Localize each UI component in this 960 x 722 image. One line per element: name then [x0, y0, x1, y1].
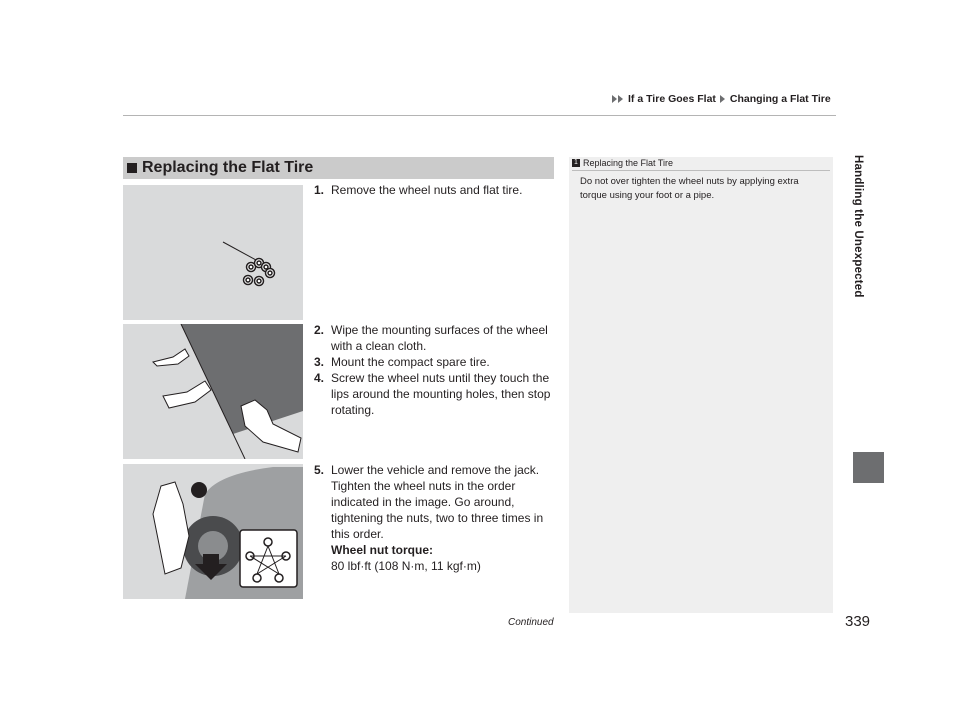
breadcrumb — [612, 93, 831, 105]
square-bullet-icon — [127, 163, 137, 173]
note-body: Do not over tighten the wheel nuts by applying extra torque using your foot or a pipe. — [580, 176, 799, 201]
chapter-tab-label[interactable]: Handling the Unexpected — [852, 155, 864, 298]
note-title[interactable] — [572, 158, 673, 168]
chapter-tab-marker — [853, 452, 884, 483]
section-title: Replacing the Flat Tire — [142, 159, 314, 176]
step-2: 2. Wipe the mounting surfaces of the wheel with a clean cloth. — [314, 323, 548, 353]
step-1: 1. Remove the wheel nuts and flat tire. — [314, 183, 523, 197]
arrow-right-icon — [612, 95, 617, 103]
page-number: 339 — [845, 613, 871, 630]
torque-value: 80 lbf·ft (108 N·m, 11 kgf·m) — [331, 559, 481, 573]
breadcrumb-item[interactable]: If a Tire Goes Flat — [628, 93, 716, 105]
wipe-surfaces-illustration — [123, 324, 303, 459]
breadcrumb-item[interactable]: Changing a Flat Tire — [729, 93, 831, 105]
arrow-right-icon — [618, 95, 623, 103]
step-4: 4. Screw the wheel nuts until they touch the lips around the mounting holes, then stop rotating. — [314, 371, 551, 417]
arrow-right-icon — [720, 95, 725, 103]
note-panel — [569, 157, 833, 613]
continued-label: Continued — [508, 617, 554, 628]
note-divider — [572, 170, 830, 171]
header-divider — [123, 115, 836, 116]
step-5: 5. Lower the vehicle and remove the jack. Tighten the wheel nuts in the order indicated in the image. Go around, tightening the nuts, two to three times in this order. Wheel nut torque: 80 lbf·ft (108 N·m, 11 kgf·m) — [314, 462, 554, 574]
note-title-text: Replacing the Flat Tire — [583, 158, 674, 168]
tighten-nuts-illustration — [123, 464, 303, 599]
section-header — [123, 157, 554, 179]
wheel-nuts-illustration — [123, 185, 303, 320]
step-3: 3. Mount the compact spare tire. — [314, 355, 490, 369]
torque-label: Wheel nut torque: — [331, 543, 433, 557]
reference-icon: 1 — [572, 159, 580, 167]
